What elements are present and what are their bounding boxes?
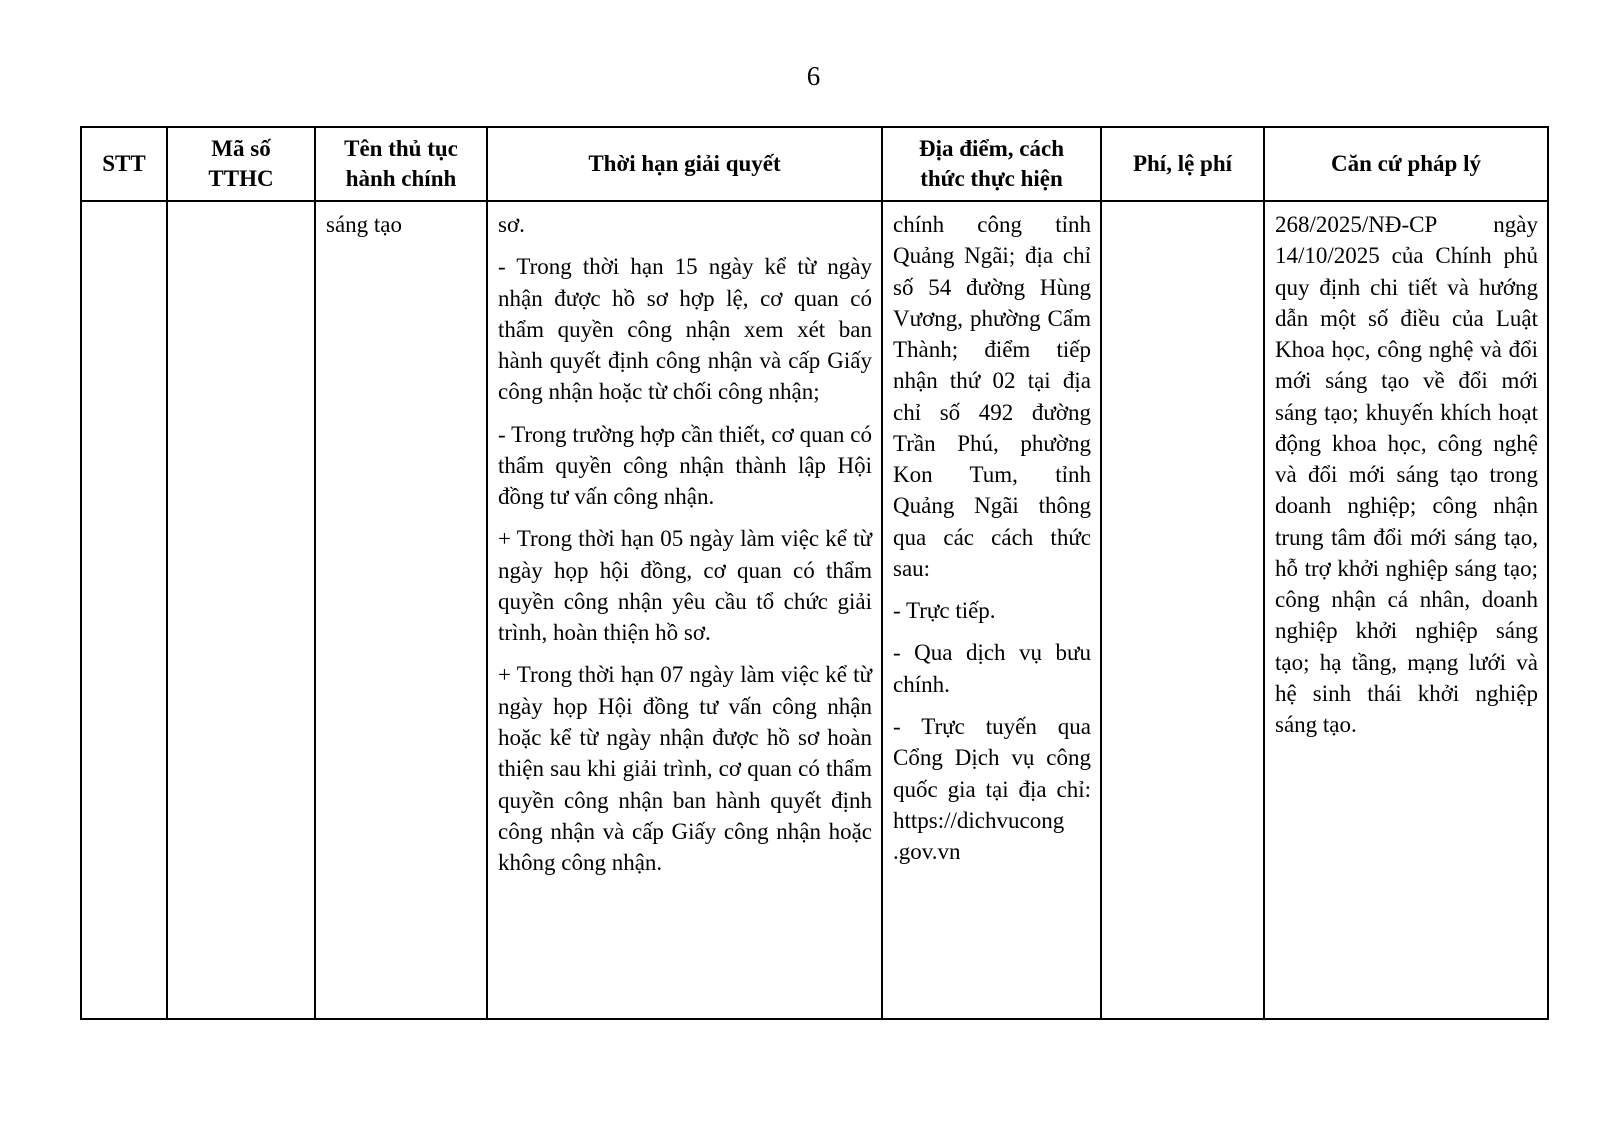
table-header-row xyxy=(81,127,1548,201)
paragraph: sơ. xyxy=(498,212,525,237)
page-number: 6 xyxy=(806,61,821,91)
col-header-thoi-han: Thời hạn giải quyết xyxy=(487,127,882,201)
cell-ten-thu-tuc: sáng tạo xyxy=(315,201,487,1019)
cell-thoi-han-giai-quyet xyxy=(487,201,882,1019)
paragraph: - Qua dịch vụ bưu chính. xyxy=(893,640,1091,697)
col-header-ma-so-tthc: Mã số TTHC xyxy=(167,127,315,201)
table-row xyxy=(81,201,1548,1019)
cell-dia-diem-cach-thuc xyxy=(882,201,1101,1019)
cell-ma-so-tthc xyxy=(167,201,315,1019)
cell-can-cu-phap-ly xyxy=(1264,201,1548,1019)
paragraph: - Trực tiếp. xyxy=(893,598,996,624)
cell-stt xyxy=(81,201,167,1019)
col-header-phi-le-phi: Phí, lệ phí xyxy=(1101,127,1264,201)
col-header-dia-diem: Địa điểm, cách thức thực hiện xyxy=(882,127,1101,201)
paragraph: + Trong thời hạn 05 ngày làm việc kể từ ngày họp hội đồng, cơ quan có thẩm quyền công nhận yêu cầu tổ chức giải trình, hoàn thiện hồ sơ. xyxy=(498,526,872,646)
paragraph: chính công tỉnh Quảng Ngãi; địa chỉ số 54 đường Hùng Vương, phường Cẩm Thành; điểm tiếp nhận thứ 02 tại địa chỉ số 492 đường Trần Phú, phường Kon Tum, tỉnh Quảng Ngãi thông qua các cách thức sau: xyxy=(893,212,1091,581)
paragraph: - Trong trường hợp cần thiết, cơ quan có thẩm quyền công nhận thành lập Hội đồng tư vấn công nhận. xyxy=(498,421,872,510)
col-header-can-cu-phap-ly: Căn cứ pháp lý xyxy=(1264,127,1548,201)
paragraph: - Trong thời hạn 15 ngày kể từ ngày nhận được hồ sơ hợp lệ, cơ quan có thẩm quyền công nhận xem xét ban hành quyết định công nhận và cấp Giấy công nhận hoặc từ chối công nhận; xyxy=(498,254,872,405)
paragraph: - Trực tuyến qua Cổng Dịch vụ công quốc gia tại địa chỉ: https://dichvucong .gov.vn xyxy=(893,713,1091,865)
cell-phi-le-phi xyxy=(1101,201,1264,1019)
procedures-table xyxy=(80,126,1549,1020)
col-header-ten-thu-tuc: Tên thủ tục hành chính xyxy=(315,127,487,201)
paragraph: 268/2025/NĐ-CP ngày 14/10/2025 của Chính phủ quy định chi tiết và hướng dẫn một số điều của Luật Khoa học, công nghệ và đổi mới sáng tạo về đổi mới sáng tạo; khuyến khích hoạt động khoa học, công nghệ và đổi mới sáng tạo trong doanh nghiệp; công nhận trung tâm đổi mới sáng tạo, hỗ trợ khởi nghiệp sáng tạo; công nhận cá nhân, doanh nghiệp khởi nghiệp sáng tạo; hạ tầng, mạng lưới và hệ sinh thái khởi nghiệp sáng tạo. xyxy=(1275,212,1538,738)
col-header-stt: STT xyxy=(81,127,167,201)
paragraph: + Trong thời hạn 07 ngày làm việc kể từ ngày họp Hội đồng tư vấn công nhận hoặc kể từ ngày nhận được hồ sơ hoàn thiện sau khi giải trình, cơ quan có thẩm quyền công nhận ban hành quyết định công nhận và cấp Giấy công nhận hoặc không công nhận. xyxy=(498,662,872,876)
